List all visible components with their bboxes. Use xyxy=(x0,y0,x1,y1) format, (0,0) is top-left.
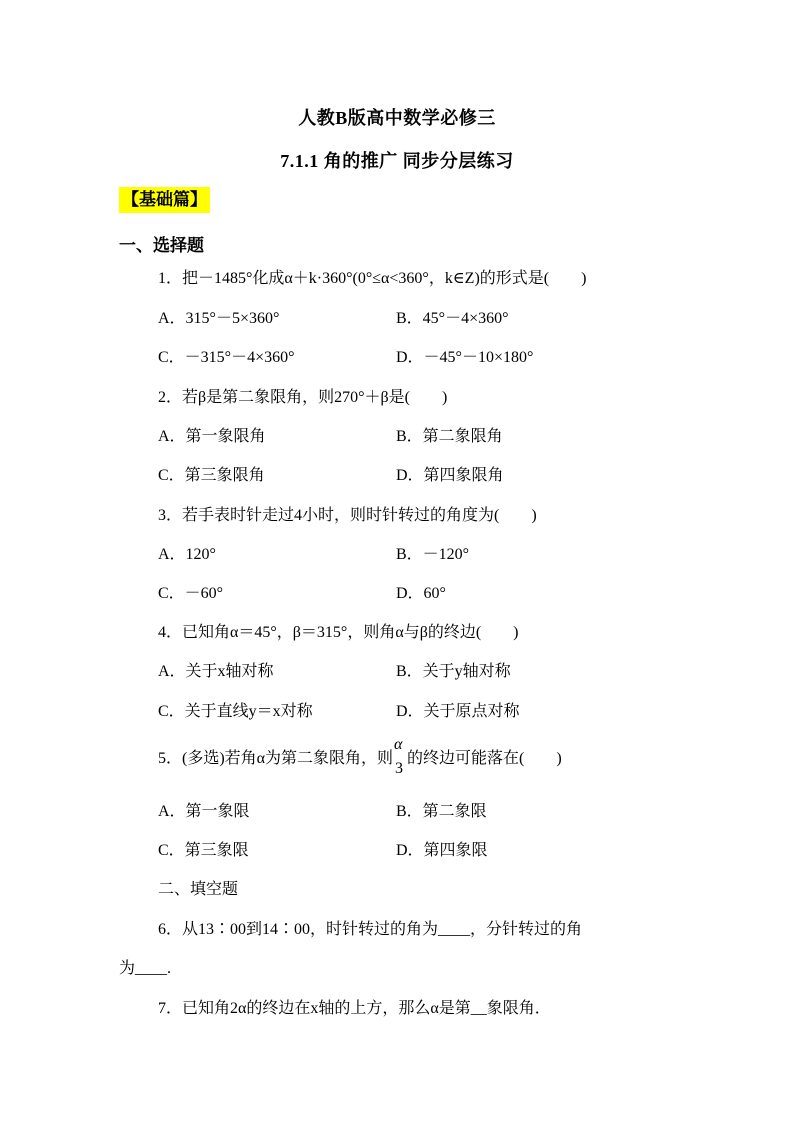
document-title: 人教B版高中数学必修三 xyxy=(298,108,496,128)
question-2-option-c: C．第三象限角 xyxy=(158,467,265,484)
alpha-over-3-fraction xyxy=(393,736,407,777)
section-heading-choice: 一、选择题 xyxy=(119,236,204,255)
question-2-option-b: B．第二象限角 xyxy=(396,428,503,445)
question-2-option-d: D．第四象限角 xyxy=(396,467,504,484)
question-5-stem-post: 的终边可能落在( ) xyxy=(407,750,562,767)
question-7-stem: 7．已知角2α的终边在x轴的上方，那么α是第__象限角． xyxy=(158,1000,551,1017)
question-5-option-d: D．第四象限 xyxy=(396,842,488,859)
question-1-option-b: B．45°－4×360° xyxy=(396,310,509,327)
question-3-option-a: A．120° xyxy=(158,546,216,563)
fraction-numerator: α xyxy=(394,736,403,753)
question-4-option-a: A．关于x轴对称 xyxy=(158,663,274,680)
section-heading-fill: 二、填空题 xyxy=(158,881,239,898)
question-2-option-a: A．第一象限角 xyxy=(158,428,266,445)
question-4-option-b: B．关于y轴对称 xyxy=(396,663,511,680)
question-4-option-d: D．关于原点对称 xyxy=(396,703,520,720)
question-5-option-b: B．第二象限 xyxy=(396,803,487,820)
question-6-line-1: 6．从13∶00到14∶00，时针转过的角为____，分针转过的角 xyxy=(158,921,583,938)
level-badge: 【基础篇】 xyxy=(119,187,210,213)
question-1-option-d: D．－45°－10×180° xyxy=(396,349,534,366)
question-5-stem-pre: 5．(多选)若角α为第二象限角，则 xyxy=(158,750,394,767)
question-1-option-a: A．315°－5×360° xyxy=(158,310,280,327)
document-subtitle: 7.1.1 角的推广 同步分层练习 xyxy=(280,151,514,171)
question-3-option-c: C．－60° xyxy=(158,585,224,602)
question-3-option-d: D．60° xyxy=(396,585,446,602)
question-5-option-a: A．第一象限 xyxy=(158,803,250,820)
question-4-stem: 4．已知角α＝45°，β＝315°，则角α与β的终边( ) xyxy=(158,624,519,641)
question-6-line-2: 为____. xyxy=(119,960,172,977)
question-1-option-c: C．－315°－4×360° xyxy=(158,349,295,366)
question-2-stem: 2．若β是第二象限角，则270°＋β是( ) xyxy=(158,389,448,406)
question-3-option-b: B．－120° xyxy=(396,546,470,563)
question-1-stem: 1．把－1485°化成α＋k·360°(0°≤α<360°，k∈Z)的形式是( ) xyxy=(158,270,587,287)
question-5-stem xyxy=(158,736,562,777)
question-4-option-c: C．关于直线y＝x对称 xyxy=(158,703,313,720)
fraction-denominator: 3 xyxy=(395,760,404,777)
question-3-stem: 3．若手表时针走过4小时，则时针转过的角度为( ) xyxy=(158,507,537,524)
question-5-option-c: C．第三象限 xyxy=(158,842,249,859)
